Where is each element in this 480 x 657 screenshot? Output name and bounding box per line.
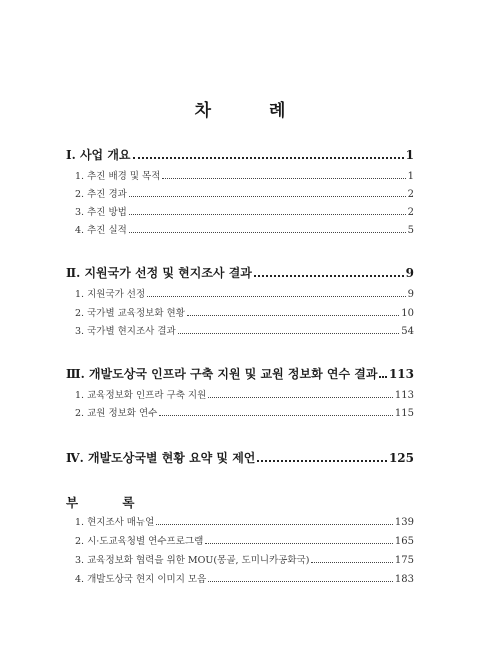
dot-leader	[129, 232, 406, 233]
toc-page-number: 5	[407, 225, 414, 236]
toc-page-number: 10	[401, 308, 414, 319]
toc-page-number: 54	[401, 326, 414, 337]
toc-item[interactable]	[66, 168, 414, 182]
toc-page-number: 125	[388, 451, 414, 465]
toc-item-label: 3. 교육정보화 협력을 위한 MOU(몽골, 도미니카공화국)	[75, 555, 310, 566]
toc-item[interactable]	[66, 222, 414, 236]
toc-section-label: Ⅰ. 사업 개요	[66, 148, 131, 162]
toc-page-number: 175	[394, 555, 414, 566]
toc-section-1[interactable]	[66, 146, 414, 163]
dot-leader	[257, 460, 387, 462]
toc-page-number: 9	[405, 266, 414, 280]
toc-item-label: 1. 교육정보화 인프라 구축 지원	[75, 390, 207, 401]
toc-item[interactable]	[66, 286, 414, 300]
toc-page-number: 1	[405, 148, 414, 162]
toc-section-2[interactable]	[66, 264, 414, 281]
dot-leader	[147, 296, 405, 297]
dot-leader	[187, 315, 399, 316]
toc-item[interactable]	[66, 186, 414, 200]
appendix-item[interactable]	[66, 514, 414, 528]
dot-leader	[159, 415, 393, 416]
toc-page-number: 113	[394, 390, 414, 401]
toc-item-label: 2. 교원 정보화 연수	[75, 408, 158, 419]
toc-item[interactable]	[66, 387, 414, 401]
toc-page-number: 115	[394, 408, 414, 419]
toc-item[interactable]	[66, 204, 414, 218]
toc-page-number: 139	[394, 517, 414, 528]
toc-item-label: 2. 추진 경과	[75, 189, 127, 200]
toc-page-number: 165	[394, 536, 414, 547]
toc-item-label: 3. 국가별 현지조사 결과	[75, 326, 176, 337]
dot-leader	[311, 562, 392, 563]
dot-leader	[129, 214, 406, 215]
toc-item[interactable]	[66, 305, 414, 319]
toc-page-number: 2	[407, 189, 414, 200]
toc-section-label: Ⅳ. 개발도상국별 현황 요약 및 제언	[66, 451, 256, 465]
toc-page-number: 183	[394, 574, 414, 585]
dot-leader	[178, 333, 400, 334]
appendix-heading: 부 록	[66, 495, 155, 510]
toc-section-label: Ⅲ. 개발도상국 인프라 구축 지원 및 교원 정보화 연수 결과	[66, 367, 378, 381]
dot-leader	[208, 397, 393, 398]
dot-leader	[205, 543, 393, 544]
toc-section-label: Ⅱ. 지원국가 선정 및 현지조사 결과	[66, 266, 252, 280]
toc-item-label: 1. 현지조사 매뉴얼	[75, 517, 155, 528]
toc-item-label: 4. 개발도상국 현지 이미지 모음	[75, 574, 207, 585]
dot-leader	[254, 275, 404, 277]
dot-leader	[208, 581, 393, 582]
toc-page-number: 113	[388, 367, 414, 381]
toc-item-label: 4. 추진 실적	[75, 225, 127, 236]
dot-leader	[129, 196, 406, 197]
toc-item[interactable]	[66, 405, 414, 419]
dot-leader	[379, 376, 387, 378]
toc-item[interactable]	[66, 323, 414, 337]
dot-leader	[156, 524, 393, 525]
appendix-item[interactable]	[66, 571, 414, 585]
toc-section-3[interactable]	[66, 365, 414, 382]
dot-leader	[162, 178, 405, 179]
appendix-item[interactable]	[66, 552, 414, 566]
toc-item-label: 1. 추진 배경 및 목적	[75, 171, 161, 182]
toc-page-number: 2	[407, 207, 414, 218]
toc-item-label: 1. 지원국가 선정	[75, 289, 146, 300]
toc-section-4[interactable]	[66, 449, 414, 466]
dot-leader	[133, 157, 404, 159]
toc-item-label: 2. 국가별 교육정보화 현황	[75, 308, 185, 319]
toc-page-number: 9	[407, 289, 414, 300]
page-title: 차 례	[194, 101, 312, 121]
toc-page-number: 1	[407, 171, 414, 182]
toc-item-label: 2. 시·도교육청별 연수프로그램	[75, 536, 204, 547]
appendix-item[interactable]	[66, 533, 414, 547]
toc-item-label: 3. 추진 방법	[75, 207, 127, 218]
